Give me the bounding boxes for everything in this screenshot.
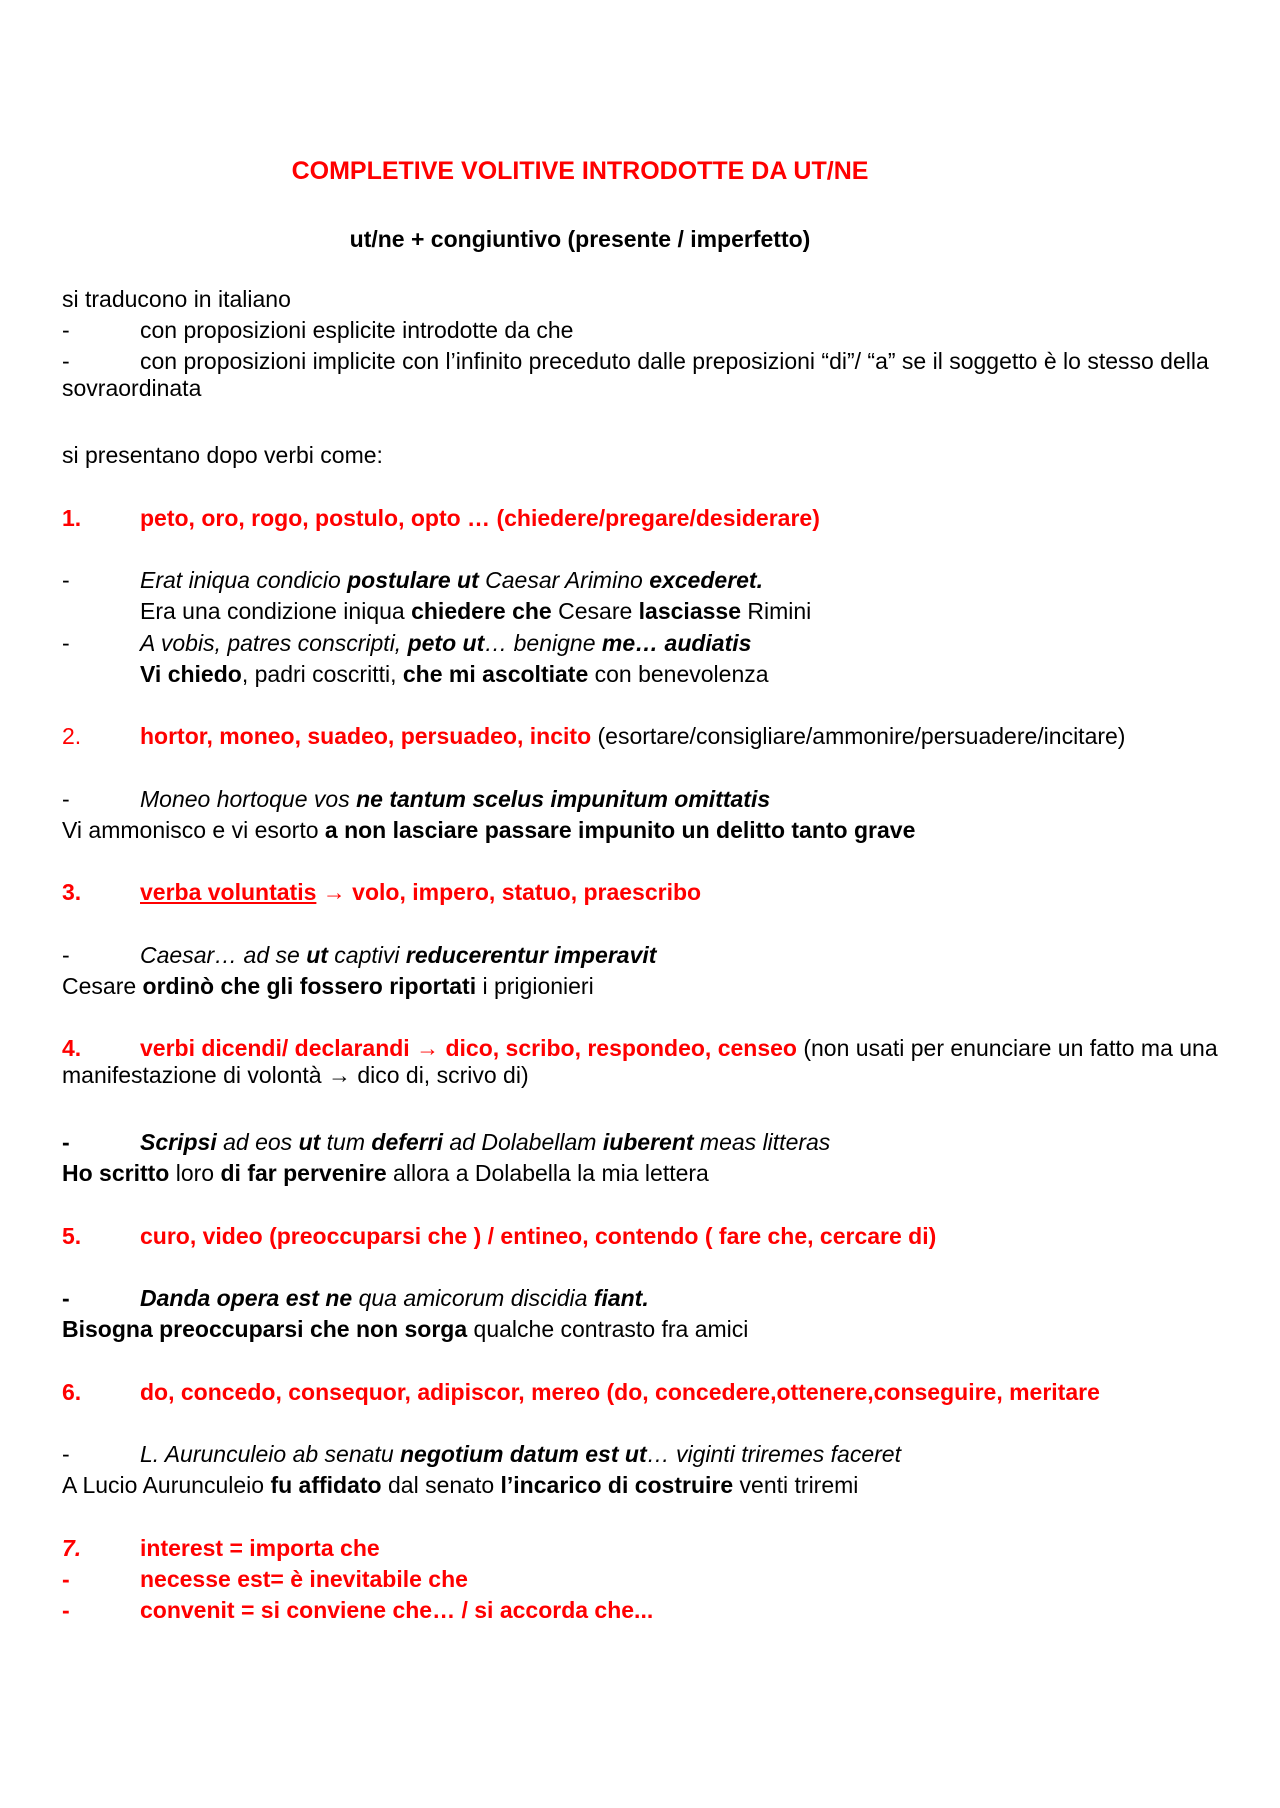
latin-key: peto ut bbox=[407, 630, 485, 656]
translation-key: ordinò che gli fossero riportati bbox=[142, 973, 477, 999]
latin-key: reducerentur imperavit bbox=[405, 942, 657, 968]
section-7-line-2 bbox=[62, 1566, 1222, 1593]
dash: - bbox=[62, 1441, 70, 1467]
heading-text: necesse est= è inevitabile che bbox=[140, 1566, 468, 1592]
latin-text: captivi bbox=[327, 942, 406, 968]
translation-text: A Lucio Aurunculeio bbox=[62, 1472, 271, 1498]
latin-text: Caesar… ad se bbox=[140, 942, 307, 968]
section-1-heading bbox=[62, 505, 1222, 532]
dash: - bbox=[62, 1129, 70, 1155]
latin-text: qua amicorum discidia bbox=[352, 1285, 594, 1311]
translation-text: Cesare bbox=[551, 598, 639, 624]
latin-key: iuberent bbox=[602, 1129, 694, 1155]
translation-text: Vi ammonisco e vi esorto bbox=[62, 817, 325, 843]
section-2-heading bbox=[62, 723, 1222, 750]
translation-key: che mi ascoltiate bbox=[402, 661, 589, 687]
bullet-text: con proposizioni implicite con l’infinito preceduto dalle preposizioni “di”/ “a” se il soggetto è lo stesso della sovraordinata bbox=[62, 348, 1209, 401]
heading-paren: (non usati per enunciare un fatto ma una manifestazione di volontà → dico di, scrivo di) bbox=[62, 1035, 1218, 1088]
latin-text: … benigne bbox=[484, 630, 602, 656]
translation-key: l’incarico di costruire bbox=[500, 1472, 734, 1498]
heading-underlined: verba voluntatis bbox=[140, 879, 317, 905]
section-2-translation-1 bbox=[62, 817, 1222, 844]
translation-key: lasciasse bbox=[638, 598, 741, 624]
latin-text: ad Dolabellam bbox=[443, 1129, 603, 1155]
translation-text: allora a Dolabella la mia lettera bbox=[386, 1160, 709, 1186]
translation-text: qualche contrasto fra amici bbox=[467, 1316, 749, 1342]
dash: - bbox=[62, 567, 70, 593]
heading-text: do, concedo, consequor, adipiscor, mereo (do, concedere,ottenere,conseguire, meritare bbox=[140, 1379, 1100, 1405]
section-3-example-1 bbox=[62, 942, 1222, 969]
section-6-heading bbox=[62, 1379, 1222, 1406]
section-number: 6. bbox=[62, 1379, 82, 1405]
translation-text: dal senato bbox=[381, 1472, 501, 1498]
translation-text: Rimini bbox=[741, 598, 812, 624]
dash: - bbox=[62, 1285, 70, 1311]
intro-line: si traducono in italiano bbox=[62, 286, 291, 312]
latin-key: Scripsi bbox=[140, 1129, 217, 1155]
dash: - bbox=[62, 630, 70, 656]
translation-key: Bisogna preoccuparsi che non sorga bbox=[62, 1316, 468, 1342]
section-number: 2. bbox=[62, 723, 82, 749]
section-1-translation-2 bbox=[62, 661, 1280, 688]
heading-text: verbi dicendi/ declarandi → dico, scribo, respondeo, censeo bbox=[140, 1035, 797, 1061]
latin-text: … viginti triremes faceret bbox=[646, 1441, 901, 1467]
dash: - bbox=[62, 348, 70, 374]
heading-text: convenit = si conviene che… / si accorda che... bbox=[140, 1597, 654, 1623]
translation-key: a non lasciare passare impunito un delitto tanto grave bbox=[324, 817, 916, 843]
section-number: 3. bbox=[62, 879, 82, 905]
intro-bullet-2 bbox=[62, 348, 1222, 402]
section-5-translation-1 bbox=[62, 1316, 1222, 1343]
section-6-example-1 bbox=[62, 1441, 1222, 1468]
translation-key: di far pervenire bbox=[220, 1160, 387, 1186]
translation-text: Era una condizione iniqua bbox=[140, 598, 412, 624]
intro-bullet-1 bbox=[62, 317, 1222, 344]
section-number: 4. bbox=[62, 1035, 82, 1061]
latin-key: deferri bbox=[371, 1129, 443, 1155]
dash: - bbox=[62, 786, 70, 812]
latin-key: Danda opera est ne bbox=[140, 1285, 353, 1311]
heading-text: hortor, moneo, suadeo, persuadeo, incito bbox=[140, 723, 592, 749]
section-number: 7. bbox=[62, 1535, 82, 1561]
latin-text: ad eos bbox=[216, 1129, 299, 1155]
heading-paren: (esortare/consigliare/ammonire/persuadere/incitare) bbox=[591, 723, 1126, 749]
translation-text: , padri coscritti, bbox=[241, 661, 403, 687]
latin-text: A vobis, patres conscripti, bbox=[140, 630, 408, 656]
heading-text: interest = importa che bbox=[140, 1535, 380, 1561]
intro-line-2: si presentano dopo verbi come: bbox=[62, 442, 383, 468]
section-7-line-3 bbox=[62, 1597, 1222, 1624]
section-4-example-1 bbox=[62, 1129, 1222, 1156]
translation-key: chiedere che bbox=[411, 598, 552, 624]
translation-key: fu affidato bbox=[270, 1472, 382, 1498]
page-subtitle: ut/ne + congiuntivo (presente / imperfetto) bbox=[349, 226, 811, 252]
latin-key: negotium datum est ut bbox=[400, 1441, 647, 1467]
page-title: COMPLETIVE VOLITIVE INTRODOTTE DA UT/NE bbox=[291, 157, 869, 185]
section-5-example-1 bbox=[62, 1285, 1222, 1312]
translation-text: Cesare bbox=[62, 973, 143, 999]
latin-text: Caesar Arimino bbox=[478, 567, 650, 593]
section-4-heading bbox=[62, 1035, 1222, 1089]
latin-text: meas litteras bbox=[693, 1129, 831, 1155]
dash: - bbox=[62, 317, 70, 343]
heading-text: peto, oro, rogo, postulo, opto … (chiedere/pregare/desiderare) bbox=[140, 505, 820, 531]
latin-key: postulare ut bbox=[347, 567, 479, 593]
latin-key: me… audiatis bbox=[601, 630, 752, 656]
latin-key: excederet. bbox=[649, 567, 763, 593]
dash: - bbox=[62, 1566, 70, 1592]
latin-key: ut bbox=[298, 1129, 321, 1155]
latin-key: fiant. bbox=[593, 1285, 649, 1311]
latin-key: ut bbox=[306, 942, 328, 968]
section-3-translation-1 bbox=[62, 973, 1222, 1000]
heading-text: curo, video (preoccuparsi che ) / entineo, contendo ( fare che, cercare di) bbox=[140, 1223, 937, 1249]
section-2-example-1 bbox=[62, 786, 1222, 813]
section-1-example-1 bbox=[62, 567, 1222, 594]
section-number: 5. bbox=[62, 1223, 82, 1249]
translation-text: con benevolenza bbox=[588, 661, 769, 687]
translation-text: i prigionieri bbox=[476, 973, 594, 999]
section-number: 1. bbox=[62, 505, 82, 531]
translation-key: Vi chiedo bbox=[140, 661, 242, 687]
translation-text: loro bbox=[169, 1160, 221, 1186]
latin-text: Moneo hortoque vos bbox=[140, 786, 357, 812]
latin-text: Erat iniqua condicio bbox=[140, 567, 348, 593]
section-1-translation-1 bbox=[62, 598, 1280, 625]
bullet-text: con proposizioni esplicite introdotte da che bbox=[140, 317, 574, 343]
latin-key: ne tantum scelus impunitum omittatis bbox=[356, 786, 771, 812]
translation-text: venti triremi bbox=[733, 1472, 859, 1498]
section-1-example-2 bbox=[62, 630, 1222, 657]
section-5-heading bbox=[62, 1223, 1222, 1250]
section-3-heading bbox=[62, 879, 1222, 906]
dash: - bbox=[62, 942, 70, 968]
section-4-translation-1 bbox=[62, 1160, 1222, 1187]
section-6-translation-1 bbox=[62, 1472, 1222, 1499]
dash: - bbox=[62, 1597, 70, 1623]
section-7-line-1 bbox=[62, 1535, 1222, 1562]
latin-text: L. Aurunculeio ab senatu bbox=[140, 1441, 400, 1467]
heading-text: → volo, impero, statuo, praescribo bbox=[316, 879, 702, 905]
translation-key: Ho scritto bbox=[62, 1160, 170, 1186]
latin-text: tum bbox=[320, 1129, 372, 1155]
